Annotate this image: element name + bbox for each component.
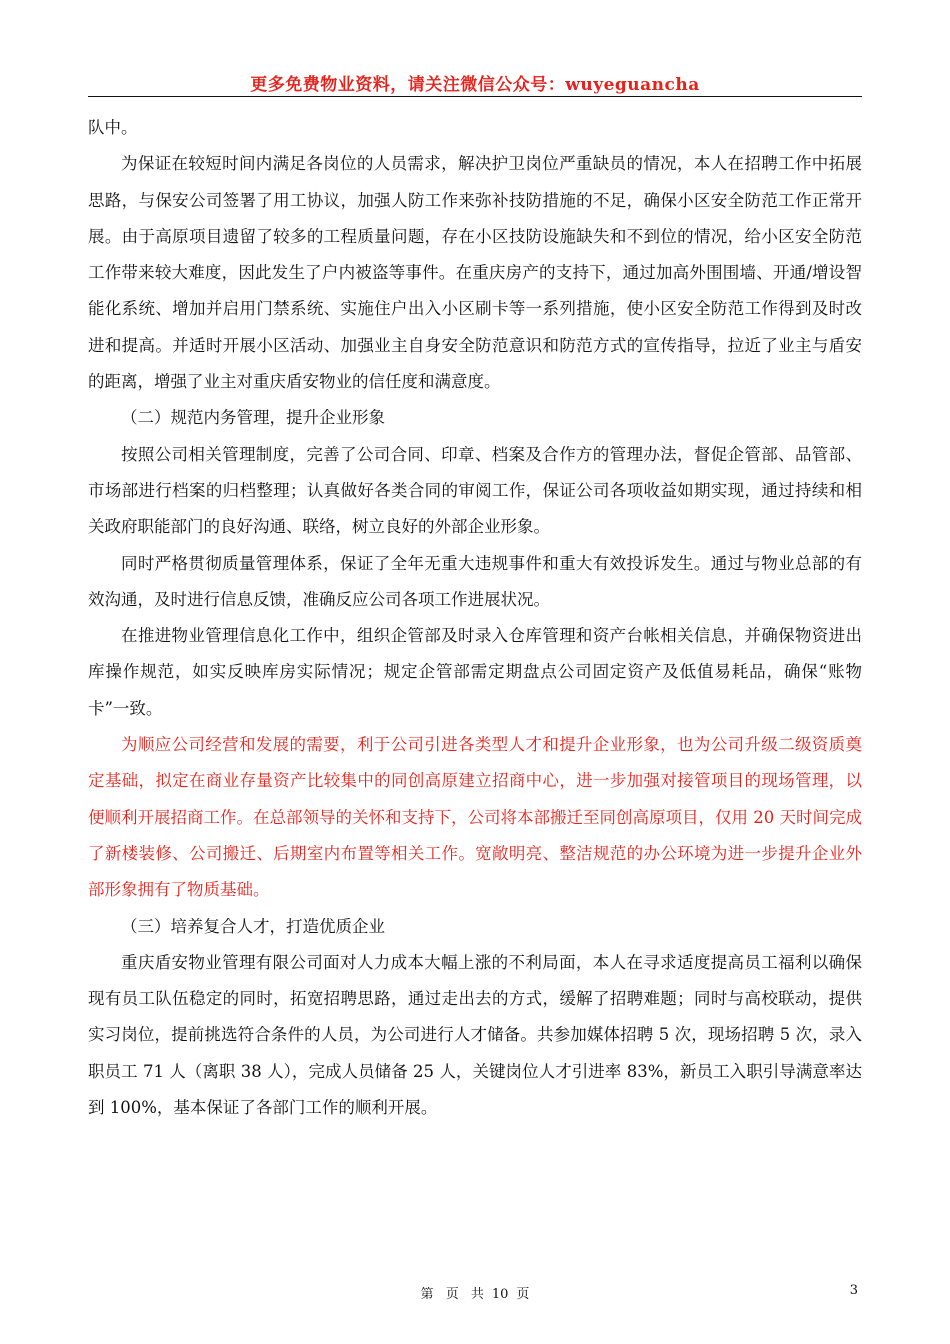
paragraph: 为保证在较短时间内满足各岗位的人员需求，解决护卫岗位严重缺员的情况，本人在招聘工作中拓展思路，与保安公司签署了用工协议，加强人防工作来弥补技防措施的不足，确保小区安全防范工作正常开展。由于高原项目遗留了较多的工程质量问题，存在小区技防设施缺失和不到位的情况，给小区安全防范工作带来较大难度，因此发生了户内被盗等事件。在重庆房产的支持下，通过加高外围围墙、开通/增设智能化系统、增加并启用门禁系统、实施住户出入小区刷卡等一系列措施，使小区安全防范工作得到及时改进和提高。并适时开展小区活动、加强业主自身安全防范意识和防范方式的宣传指导，拉近了业主与盾安的距离，增强了业主对重庆盾安物业的信任度和满意度。: [88, 154, 862, 392]
paragraph: 同时严格贯彻质量管理体系，保证了全年无重大违规事件和重大有效投诉发生。通过与物业总部的有效沟通，及时进行信息反馈，准确反应公司各项工作进展状况。: [88, 553, 862, 609]
footer-word-gong: 共: [470, 1287, 484, 1302]
highlighted-paragraph: 为顺应公司经营和发展的需要，利于公司引进各类型人才和提升企业形象，也为公司升级二级资质奠定基础，拟定在商业存量资产比较集中的同创高原建立招商中心，进一步加强对接管项目的现场管理，以便顺利开展招商工作。在总部领导的关怀和支持下，公司将本部搬迁至同创高原项目，仅用 20 天时间完成了新楼装修、公司搬迁、后期室内布置等相关工作。宽敞明亮、整洁规范的办公环境为进一步提升企业外部形象拥有了物质基础。: [88, 735, 862, 900]
footer-word-di: 第: [420, 1287, 434, 1302]
paragraph: 在推进物业管理信息化工作中，组织企管部及时录入仓库管理和资产台帐相关信息，并确保物资进出库操作规范，如实反映库房实际情况；规定企管部需定期盘点公司固定资产及低值易耗品，确保“账物卡”一致。: [88, 626, 862, 718]
section-heading: （三）培养复合人才，打造优质企业: [121, 916, 385, 936]
paragraph: 重庆盾安物业管理有限公司面对人力成本大幅上涨的不利局面，本人在寻求适度提高员工福利以确保现有员工队伍稳定的同时，拓宽招聘思路，通过走出去的方式，缓解了招聘难题；同时与高校联动，提供实习岗位，提前挑选符合条件的人员，为公司进行人才储备。共参加媒体招聘 5 次，现场招聘 5 次，录入职员工 71 人（离职 38 人），完成人员储备 25 人，关键岗位人才引进率 83%，新员工入职引导满意率达到 100%，基本保证了各部门工作的顺利开展。: [88, 952, 862, 1118]
document-body: [88, 110, 862, 1126]
paragraph: 队中。: [88, 118, 138, 137]
header-divider: [88, 96, 862, 97]
section-heading: （二）规范内务管理，提升企业形象: [121, 408, 385, 428]
page-count: [0, 1283, 950, 1302]
footer-word-ye: 页: [445, 1287, 459, 1302]
paragraph: 按照公司相关管理制度，完善了公司合同、印章、档案及合作方的管理办法，督促企管部、品管部、市场部进行档案的归档整理；认真做好各类合同的审阅工作，保证公司各项收益如期实现，通过持续和相关政府职能部门的良好沟通、联络，树立良好的外部企业形象。: [88, 444, 862, 537]
footer-total-pages: 10: [491, 1287, 509, 1302]
footer-word-ye-2: 页: [516, 1287, 530, 1302]
page-number: 3: [849, 1283, 858, 1298]
header-title: 更多免费物业资料，请关注微信公众号：wuyeguancha: [250, 75, 700, 95]
